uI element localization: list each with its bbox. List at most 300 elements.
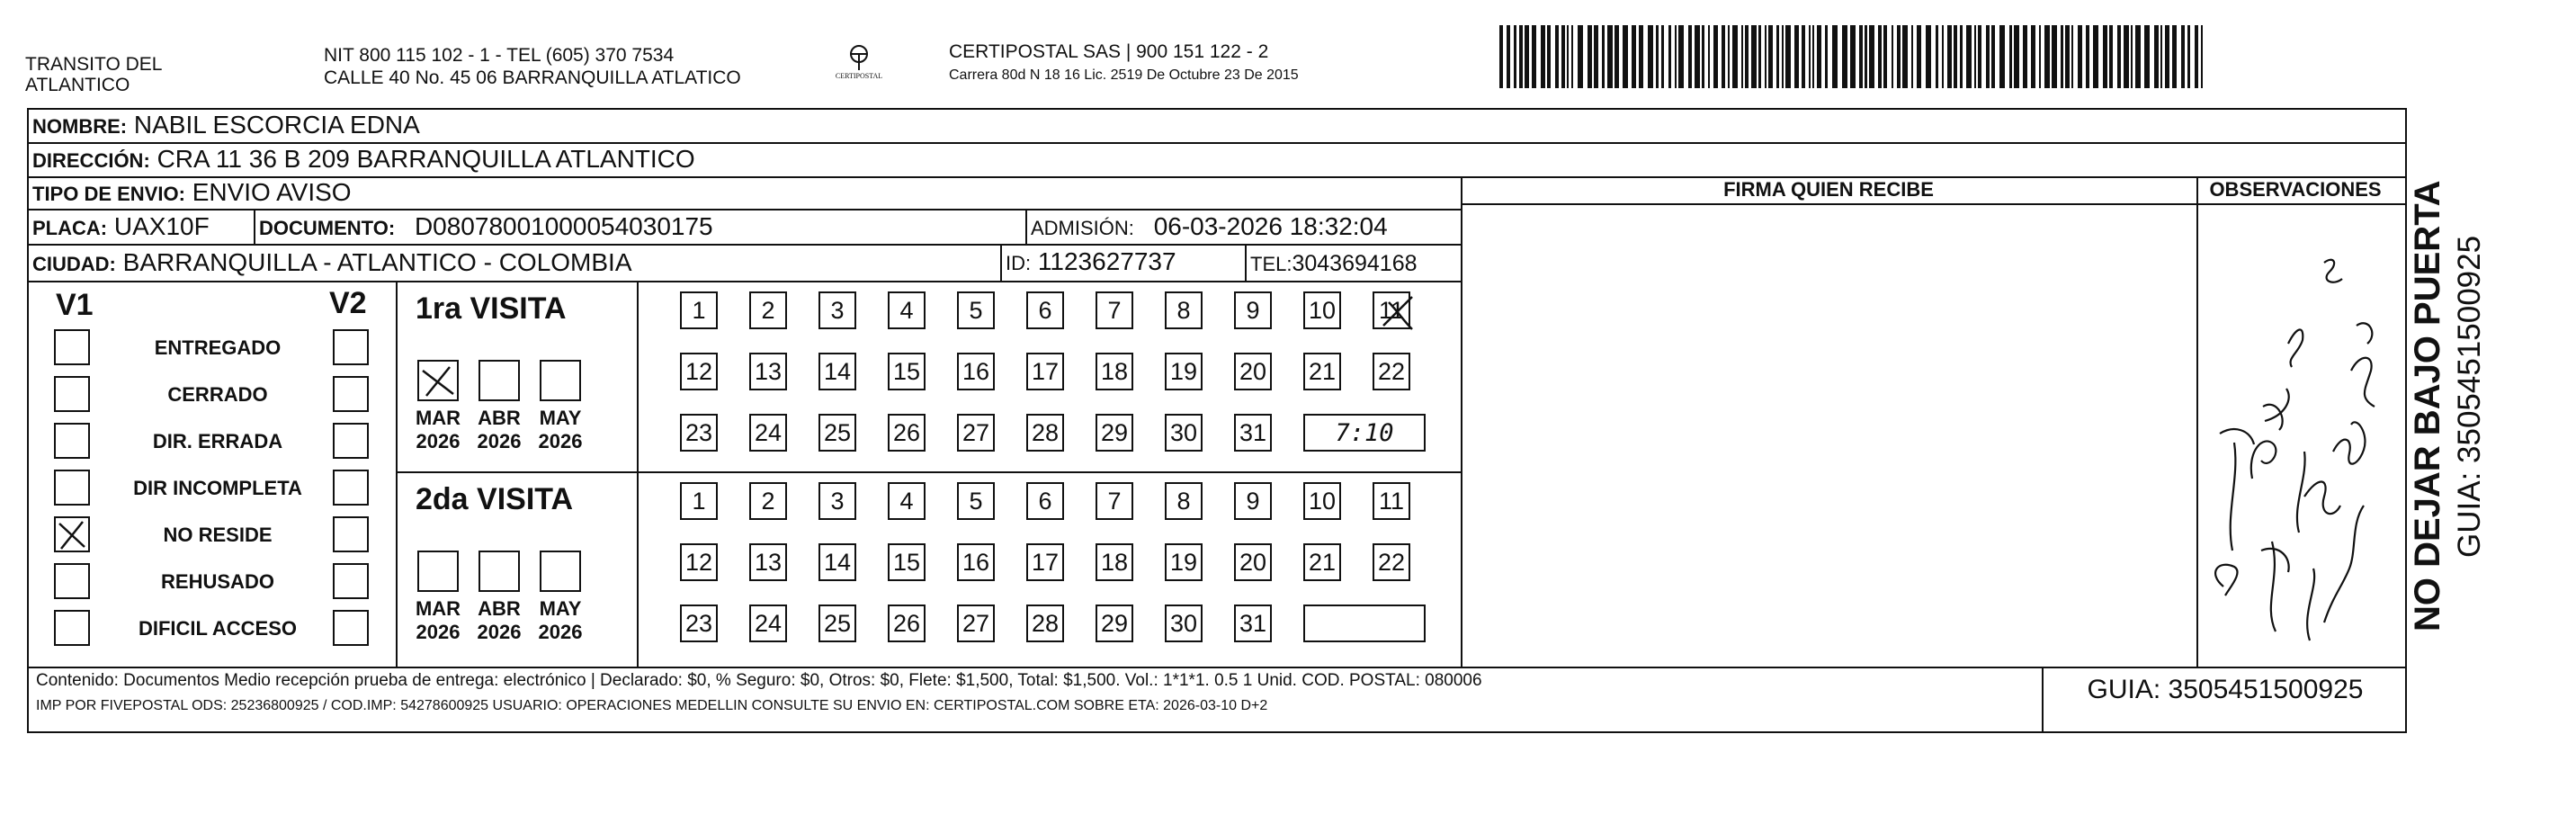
day-box[interactable]	[1303, 543, 1341, 581]
day-number: 1	[692, 487, 706, 515]
barcode-bar	[1842, 25, 1847, 88]
day-box[interactable]	[957, 543, 995, 581]
barcode-bar	[1656, 25, 1659, 88]
day-box[interactable]	[818, 414, 856, 452]
barcode-bar	[1897, 25, 1901, 88]
day-box[interactable]	[818, 482, 856, 520]
month-year: 2026	[538, 430, 583, 452]
day-box[interactable]	[888, 353, 926, 390]
barcode-bar	[1728, 25, 1730, 88]
logo-caption: CERTIPOSTAL	[835, 72, 883, 80]
day-number: 31	[1239, 609, 1267, 637]
day-number: 8	[1176, 296, 1191, 324]
day-number: 5	[969, 296, 983, 324]
day-number: 19	[1169, 357, 1198, 385]
barcode-bar	[2172, 25, 2177, 88]
month-year: 2026	[416, 430, 461, 452]
day-number: 11	[1378, 487, 1405, 515]
day-number: 9	[1246, 487, 1260, 515]
day-box[interactable]	[1234, 353, 1272, 390]
barcode-bar	[2201, 25, 2203, 88]
signature-heading: FIRMA QUIEN RECIBE	[1723, 178, 1934, 201]
day-number: 29	[1100, 418, 1129, 446]
v2-checkbox[interactable]	[333, 470, 369, 506]
barcode-bar	[2044, 25, 2050, 88]
observations-handwriting	[2198, 209, 2393, 664]
v2-checkbox[interactable]	[333, 516, 369, 552]
barcode	[1498, 25, 2208, 88]
city-value: BARRANQUILLA - ATLANTICO - COLOMBIA	[122, 248, 632, 276]
company-name-line1: TRANSITO DEL	[25, 54, 163, 75]
day-number: 27	[962, 609, 990, 637]
document-value: D08078001000054030175	[414, 212, 713, 240]
barcode-bar	[1607, 25, 1613, 88]
send-type-label: TIPO DE ENVIO:	[32, 183, 185, 205]
barcode-bar	[1902, 25, 1908, 88]
company-name-line2: ATLANTICO	[25, 75, 130, 95]
barcode-bar	[2117, 25, 2121, 88]
day-number: 6	[1038, 296, 1052, 324]
barcode-bar	[1688, 25, 1692, 88]
id-value: 1123627737	[1037, 247, 1176, 275]
status-label: ENTREGADO	[154, 336, 282, 359]
month-year: 2026	[477, 621, 522, 643]
company-name	[25, 54, 162, 95]
barcode-bar	[2014, 25, 2019, 88]
barcode-bar	[1850, 25, 1856, 88]
day-box[interactable]	[749, 605, 787, 642]
barcode-bar	[1947, 25, 1952, 88]
id-label: ID:	[1006, 252, 1032, 274]
day-box[interactable]	[749, 482, 787, 520]
day-number: 2	[761, 296, 775, 324]
status-label: DIR INCOMPLETA	[133, 477, 302, 499]
day-number: 25	[823, 609, 852, 637]
day-box[interactable]	[1234, 414, 1272, 452]
day-box[interactable]	[680, 291, 718, 329]
day-box[interactable]	[1165, 543, 1203, 581]
month-checkbox[interactable]	[479, 360, 520, 401]
day-box[interactable]	[1165, 291, 1203, 329]
day-box[interactable]	[818, 291, 856, 329]
day-box[interactable]	[1096, 543, 1133, 581]
barcode-bar	[1869, 25, 1874, 88]
day-box[interactable]	[1026, 605, 1064, 642]
send-type-value: ENVIO AVISO	[192, 178, 352, 206]
month-label	[533, 597, 587, 644]
month-label	[472, 597, 526, 644]
day-number: 4	[899, 296, 914, 324]
admission-cell	[1031, 213, 1388, 242]
v2-checkbox[interactable]	[333, 376, 369, 412]
day-box[interactable]	[818, 543, 856, 581]
barcode-bar	[1578, 25, 1583, 88]
barcode-bar	[1661, 25, 1664, 88]
day-number: 3	[830, 296, 845, 324]
status-label: REHUSADO	[161, 570, 274, 593]
day-box[interactable]	[818, 353, 856, 390]
barcode-bar	[2154, 25, 2159, 88]
day-box[interactable]	[818, 605, 856, 642]
day-box[interactable]	[749, 291, 787, 329]
barcode-bar	[1991, 25, 1995, 88]
status-divider	[396, 281, 398, 667]
day-number: 19	[1169, 548, 1198, 576]
document-cell	[259, 213, 713, 242]
day-number: 2	[761, 487, 775, 515]
barcode-bar	[1765, 25, 1767, 88]
day-number: 9	[1246, 296, 1260, 324]
barcode-bar	[1648, 25, 1653, 88]
barcode-bar	[1614, 25, 1619, 88]
visit-title: 2da VISITA	[416, 482, 574, 516]
barcode-bar	[2165, 25, 2169, 88]
day-number: 26	[892, 609, 921, 637]
day-box[interactable]	[957, 414, 995, 452]
barcode-bar	[1999, 25, 2005, 88]
barcode-bar	[1883, 25, 1887, 88]
day-box[interactable]	[888, 291, 926, 329]
day-number: 17	[1031, 357, 1060, 385]
day-box[interactable]	[888, 605, 926, 642]
month-label	[411, 407, 465, 453]
day-box[interactable]	[888, 482, 926, 520]
day-number: 7	[1107, 296, 1122, 324]
day-box[interactable]	[1165, 482, 1203, 520]
day-box[interactable]	[1026, 291, 1064, 329]
day-number: 16	[962, 357, 990, 385]
day-box[interactable]	[888, 414, 926, 452]
day-box[interactable]	[1096, 353, 1133, 390]
month-checkbox[interactable]	[417, 551, 459, 592]
barcode-bar	[2071, 25, 2073, 88]
barcode-bar	[1809, 25, 1811, 88]
day-box[interactable]	[680, 353, 718, 390]
barcode-bar	[1708, 25, 1710, 88]
barcode-bar	[1782, 25, 1784, 88]
barcode-bar	[2061, 25, 2063, 88]
day-number: 12	[684, 548, 713, 576]
barcode-bar	[1812, 25, 1814, 88]
v2-label: V2	[329, 286, 367, 320]
day-box[interactable]	[1026, 414, 1064, 452]
day-number: 12	[684, 357, 713, 385]
barcode-bar	[2103, 25, 2107, 88]
day-number: 24	[754, 609, 783, 637]
barcode-bar	[1892, 25, 1893, 88]
side-warning: NO DEJAR BAJO PUERTA	[2408, 180, 2447, 631]
barcode-bar	[1825, 25, 1828, 88]
col-head-divider	[1461, 203, 2407, 205]
barcode-bar	[1668, 25, 1671, 88]
day-number: 8	[1176, 487, 1191, 515]
month-year: 2026	[538, 621, 583, 643]
barcode-bar	[1702, 25, 1704, 88]
barcode-bar	[1865, 25, 1867, 88]
cell-divider	[1245, 244, 1247, 281]
courier-line: CERTIPOSTAL SAS | 900 151 122 - 2	[949, 41, 1269, 62]
day-box[interactable]	[749, 543, 787, 581]
barcode-bar	[1768, 25, 1773, 88]
day-box[interactable]	[1096, 605, 1133, 642]
barcode-bar	[1547, 25, 1551, 88]
day-box[interactable]	[1096, 414, 1133, 452]
day-box[interactable]	[1303, 482, 1341, 520]
day-number: 24	[754, 418, 783, 446]
day-box[interactable]	[957, 482, 995, 520]
barcode-bar	[2093, 25, 2098, 88]
barcode-bar	[1602, 25, 1605, 88]
plate-value: UAX10F	[113, 212, 210, 240]
tel-cell	[1250, 250, 1418, 278]
month-name: MAR	[415, 407, 461, 429]
day-box[interactable]	[1026, 543, 1064, 581]
barcode-bar	[1832, 25, 1838, 88]
day-number: 13	[754, 548, 783, 576]
barcode-bar	[1713, 25, 1718, 88]
barcode-bar	[2023, 25, 2027, 88]
barcode-bar	[2065, 25, 2070, 88]
x-mark-icon	[1376, 293, 1418, 333]
barcode-bar	[1911, 25, 1913, 88]
status-label: CERRADO	[167, 383, 268, 406]
barcode-bar	[1675, 25, 1677, 88]
day-number: 30	[1169, 609, 1198, 637]
barcode-bar	[1776, 25, 1779, 88]
month-checkbox[interactable]	[540, 360, 581, 401]
id-cell	[1006, 248, 1176, 277]
barcode-bar	[2052, 25, 2057, 88]
nit-line: NIT 800 115 102 - 1 - TEL (605) 370 7534	[324, 45, 675, 66]
barcode-bar	[1926, 25, 1931, 88]
day-number: 25	[823, 418, 852, 446]
day-number: 7	[1107, 487, 1122, 515]
city-label: CIUDAD:	[32, 253, 116, 275]
day-number: 5	[969, 487, 983, 515]
month-name: MAY	[539, 407, 582, 429]
month-year: 2026	[477, 430, 522, 452]
name-label: NOMBRE:	[32, 115, 128, 138]
barcode-bar	[1974, 25, 1976, 88]
barcode-bar	[1936, 25, 1938, 88]
barcode-bar	[1532, 25, 1536, 88]
barcode-bar	[1695, 25, 1700, 88]
month-checkbox[interactable]	[417, 360, 459, 401]
day-number: 21	[1308, 548, 1337, 576]
barcode-bar	[1514, 25, 1516, 88]
day-number: 28	[1031, 418, 1060, 446]
day-number: 23	[684, 418, 713, 446]
day-box[interactable]	[957, 291, 995, 329]
barcode-bar	[1623, 25, 1628, 88]
day-box[interactable]	[1234, 291, 1272, 329]
day-number: 10	[1308, 296, 1337, 324]
time-written: 7:10	[1335, 418, 1394, 447]
barcode-bar	[2086, 25, 2089, 88]
form-frame	[27, 108, 2407, 733]
plate-label: PLACA:	[32, 217, 108, 239]
day-number: 4	[899, 487, 914, 515]
barcode-bar	[1794, 25, 1799, 88]
v1-label: V1	[56, 288, 94, 322]
barcode-bar	[1802, 25, 1805, 88]
plate-cell	[32, 213, 210, 242]
day-box[interactable]	[1303, 353, 1341, 390]
barcode-bar	[1986, 25, 1990, 88]
day-number: 22	[1377, 357, 1406, 385]
cell-divider	[1025, 209, 1027, 245]
barcode-bar	[1555, 25, 1559, 88]
address-value: CRA 11 36 B 209 BARRANQUILLA ATLANTICO	[157, 145, 695, 173]
v2-checkbox[interactable]	[333, 563, 369, 599]
day-number: 31	[1239, 418, 1267, 446]
day-box[interactable]	[1303, 291, 1341, 329]
barcode-bar	[2009, 25, 2012, 88]
day-box[interactable]	[1096, 482, 1133, 520]
barcode-graphic	[1498, 25, 2208, 88]
day-number: 1	[692, 296, 706, 324]
day-box[interactable]	[680, 482, 718, 520]
barcode-bar	[2144, 25, 2150, 88]
status-label: NO RESIDE	[163, 524, 273, 546]
day-number: 23	[684, 609, 713, 637]
barcode-bar	[1758, 25, 1761, 88]
visit-row-divider	[396, 471, 1461, 473]
cell-divider	[2042, 667, 2044, 733]
day-number: 16	[962, 548, 990, 576]
barcode-bar	[1942, 25, 1944, 88]
time-box[interactable]	[1303, 414, 1426, 452]
day-box[interactable]	[1096, 291, 1133, 329]
month-checkbox[interactable]	[540, 551, 581, 592]
barcode-bar	[1541, 25, 1545, 88]
day-box[interactable]	[1165, 605, 1203, 642]
day-number: 3	[830, 487, 845, 515]
print-line: IMP POR FIVEPOSTAL ODS: 25236800925 / COD.IMP: 54278600925 USUARIO: OPERACIONES MEDELLIN CONSULTE SU ENVIO EN: CERTIPOSTAL.COM SOBRE ETA: 2026-03-10 D+2	[36, 698, 1268, 713]
observations-heading: OBSERVACIONES	[2209, 178, 2382, 201]
day-number: 6	[1038, 487, 1052, 515]
barcode-bar	[1745, 25, 1749, 88]
day-number: 20	[1239, 548, 1267, 576]
day-box[interactable]	[749, 414, 787, 452]
day-box[interactable]	[680, 543, 718, 581]
month-name: MAY	[539, 597, 582, 620]
barcode-bar	[1567, 25, 1569, 88]
day-box[interactable]	[1165, 353, 1203, 390]
day-box[interactable]	[1165, 414, 1203, 452]
day-box[interactable]	[1373, 291, 1410, 329]
day-box[interactable]	[888, 543, 926, 581]
barcode-bar	[1588, 25, 1592, 88]
day-number: 27	[962, 418, 990, 446]
day-number: 18	[1100, 548, 1129, 576]
day-box[interactable]	[749, 353, 787, 390]
day-box[interactable]	[1026, 353, 1064, 390]
status-label: DIFICIL ACCESO	[138, 617, 297, 640]
x-mark-icon	[419, 362, 457, 399]
barcode-bar	[1525, 25, 1529, 88]
col-divider	[1461, 176, 1462, 667]
row-divider	[27, 209, 1461, 210]
day-number: 30	[1169, 418, 1198, 446]
day-box[interactable]	[957, 605, 995, 642]
barcode-bar	[1499, 25, 1503, 88]
barcode-bar	[1519, 25, 1523, 88]
barcode-bar	[1561, 25, 1565, 88]
month-name: ABR	[478, 597, 521, 620]
barcode-bar	[1639, 25, 1643, 88]
barcode-bar	[2195, 25, 2198, 88]
day-box[interactable]	[1234, 605, 1272, 642]
day-number: 10	[1308, 487, 1337, 515]
barcode-bar	[2031, 25, 2035, 88]
barcode-bar	[1594, 25, 1598, 88]
day-box[interactable]	[1234, 482, 1272, 520]
day-box[interactable]	[1373, 353, 1410, 390]
barcode-bar	[2109, 25, 2113, 88]
barcode-bar	[1632, 25, 1636, 88]
day-number: 28	[1031, 609, 1060, 637]
footer-divider	[27, 667, 2407, 668]
time-box[interactable]	[1303, 605, 1426, 642]
day-box[interactable]	[680, 605, 718, 642]
v2-checkbox[interactable]	[333, 423, 369, 459]
day-box[interactable]	[1373, 543, 1410, 581]
day-number: 13	[754, 357, 783, 385]
barcode-bar	[1507, 25, 1510, 88]
day-box[interactable]	[1026, 482, 1064, 520]
barcode-bar	[1732, 25, 1738, 88]
day-number: 15	[892, 548, 921, 576]
v2-checkbox[interactable]	[333, 610, 369, 646]
barcode-bar	[2135, 25, 2141, 88]
day-number: 29	[1100, 609, 1129, 637]
barcode-bar	[1966, 25, 1972, 88]
name-row	[32, 112, 420, 140]
day-box[interactable]	[1373, 482, 1410, 520]
day-box[interactable]	[1234, 543, 1272, 581]
day-number: 14	[823, 357, 852, 385]
tel-label: TEL:	[1250, 253, 1292, 275]
barcode-bar	[1785, 25, 1791, 88]
admission-value: 06-03-2026 18:32:04	[1153, 212, 1388, 240]
city-cell	[32, 249, 632, 278]
cell-divider	[254, 209, 255, 245]
content-line: Contenido: Documentos Medio recepción prueba de entrega: electrónico | Declarado: $0, % Seguro: $0, Otros: $0, Flete: $1,500, Total: $1,500. Vol.: 1*1*1. 0.5 1 Unid. COD. POSTAL: 080006	[36, 671, 1482, 690]
barcode-bar	[1978, 25, 1981, 88]
barcode-bar	[2124, 25, 2129, 88]
row-divider	[27, 142, 2407, 144]
guide-box: GUIA: 3505451500925	[2087, 675, 2364, 704]
row-divider	[27, 281, 1461, 282]
barcode-bar	[2160, 25, 2162, 88]
barcode-bar	[2078, 25, 2082, 88]
cell-divider	[1000, 244, 1002, 281]
address-label: DIRECCIÓN:	[32, 149, 150, 172]
barcode-bar	[1751, 25, 1757, 88]
month-label	[472, 407, 526, 453]
handwriting-graphic	[2198, 209, 2393, 664]
visit-title: 1ra VISITA	[416, 291, 567, 326]
day-number: 26	[892, 418, 921, 446]
month-checkbox[interactable]	[479, 551, 520, 592]
day-number: 22	[1377, 548, 1406, 576]
v2-checkbox[interactable]	[333, 329, 369, 365]
day-box[interactable]	[680, 414, 718, 452]
day-box[interactable]	[957, 353, 995, 390]
barcode-bar	[1571, 25, 1573, 88]
barcode-bar	[2039, 25, 2041, 88]
